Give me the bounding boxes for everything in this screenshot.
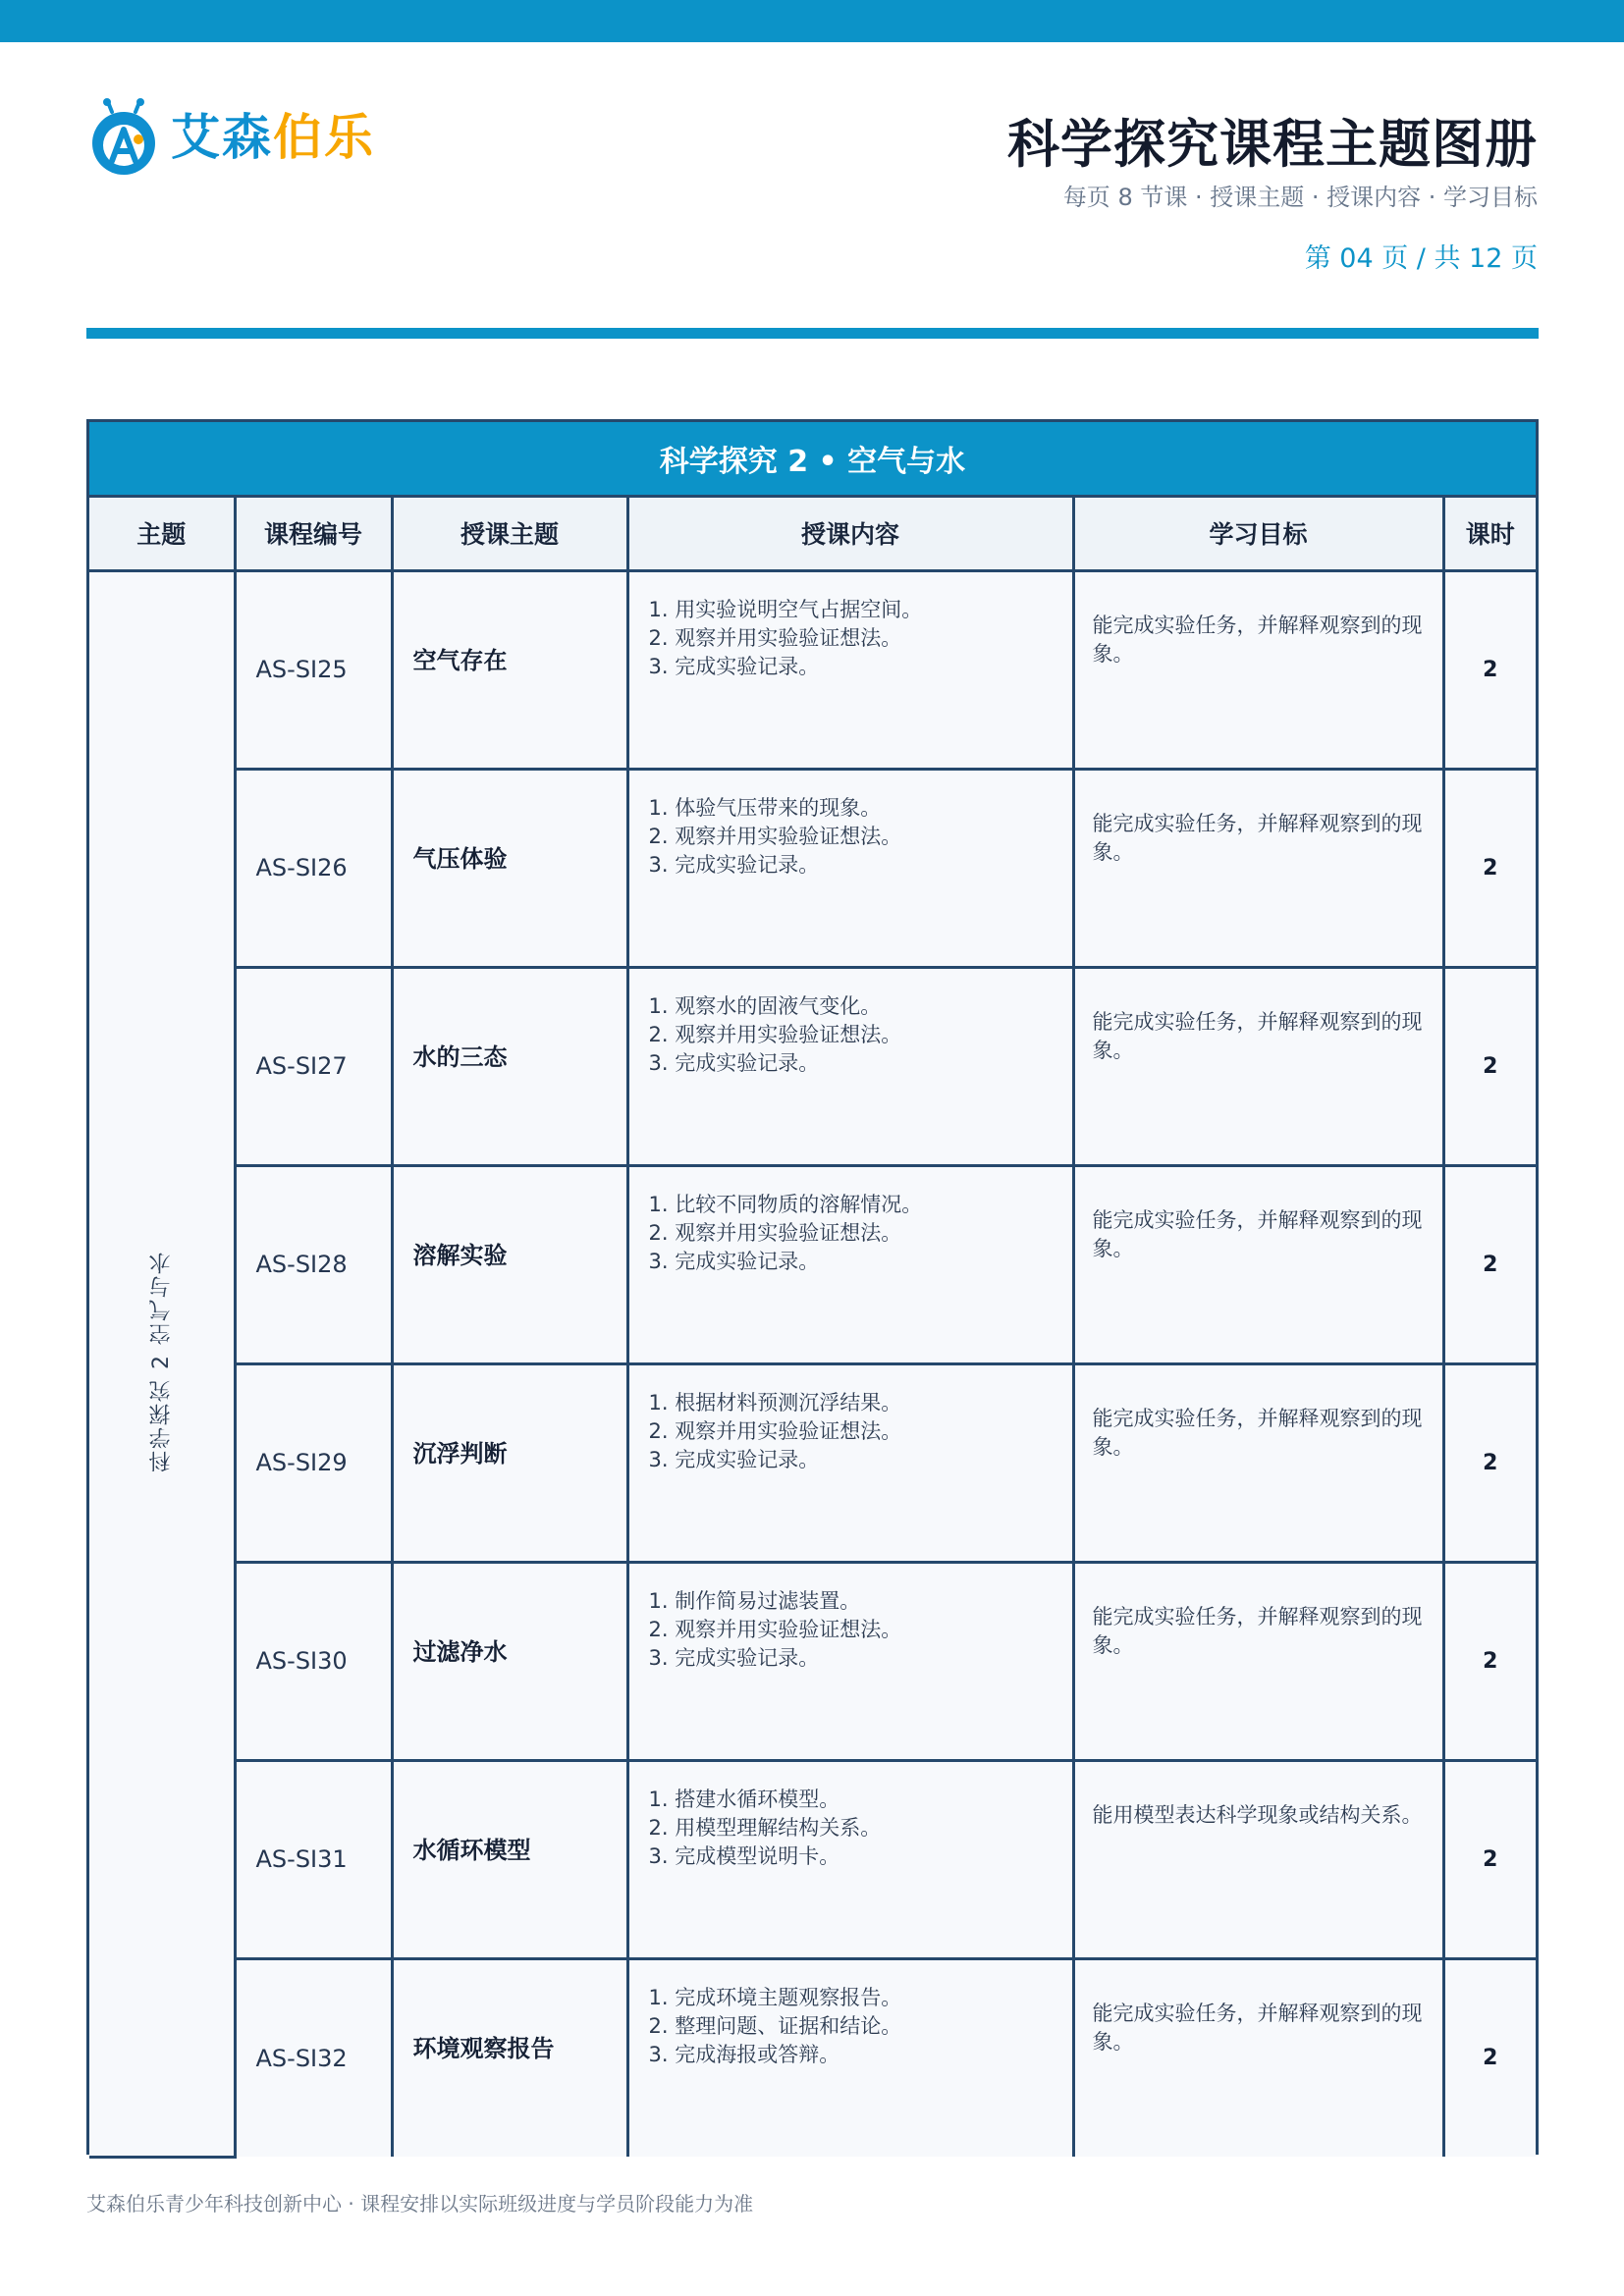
robot-a-logo-icon — [86, 98, 161, 177]
learning-goal: 能完成实验任务，并解释观察到的现象。 — [1073, 1562, 1443, 1760]
learning-goal: 能完成实验任务，并解释观察到的现象。 — [1073, 769, 1443, 967]
course-code: AS-SI29 — [235, 1363, 392, 1562]
table-row — [89, 1760, 1536, 1958]
class-hours: 2 — [1443, 1760, 1536, 1958]
document-subtitle: 每页 8 节课 · 授课主题 · 授课内容 · 学习目标 — [1062, 184, 1538, 211]
theme-cell — [89, 570, 235, 2157]
course-topic: 沉浮判断 — [392, 1363, 627, 1562]
course-table-grid — [89, 498, 1536, 2159]
course-content — [627, 1760, 1073, 1958]
document-title: 科学探究课程主题图册 — [1007, 115, 1538, 175]
brand-logo — [86, 98, 401, 177]
header-divider — [86, 328, 1539, 339]
content-line: 2. 用模型理解结构关系。 — [648, 1815, 882, 1840]
course-content — [627, 1363, 1073, 1562]
course-code: AS-SI28 — [235, 1165, 392, 1363]
content-line: 1. 根据材料预测沉浮结果。 — [648, 1390, 902, 1415]
table-row — [89, 1958, 1536, 2157]
class-hours: 2 — [1443, 1562, 1536, 1760]
learning-goal: 能完成实验任务，并解释观察到的现象。 — [1073, 1363, 1443, 1562]
learning-goal: 能用模型表达科学现象或结构关系。 — [1073, 1760, 1443, 1958]
content-line: 3. 完成实验记录。 — [648, 654, 820, 678]
content-line: 2. 观察并用实验验证想法。 — [648, 1617, 902, 1641]
content-line: 3. 完成海报或答辩。 — [648, 2042, 840, 2066]
learning-goal: 能完成实验任务，并解释观察到的现象。 — [1073, 1165, 1443, 1363]
course-topic: 水循环模型 — [392, 1760, 627, 1958]
course-code: AS-SI26 — [235, 769, 392, 967]
content-line: 1. 比较不同物质的溶解情况。 — [648, 1192, 923, 1216]
course-code: AS-SI27 — [235, 967, 392, 1165]
course-code: AS-SI31 — [235, 1760, 392, 1958]
content-line: 1. 观察水的固液气变化。 — [648, 993, 882, 1018]
content-line: 3. 完成模型说明卡。 — [648, 1843, 840, 1868]
content-line: 1. 搭建水循环模型。 — [648, 1787, 840, 1811]
table-row — [89, 570, 1536, 769]
page-indicator: 第 04 页 / 共 12 页 — [1304, 243, 1538, 274]
content-line: 1. 用实验说明空气占据空间。 — [648, 597, 923, 621]
content-line: 2. 观察并用实验验证想法。 — [648, 1022, 902, 1046]
content-line: 3. 完成实验记录。 — [648, 1447, 820, 1471]
content-line: 1. 完成环境主题观察报告。 — [648, 1985, 902, 2009]
content-line: 1. 体验气压带来的现象。 — [648, 795, 882, 820]
learning-goal: 能完成实验任务，并解释观察到的现象。 — [1073, 1958, 1443, 2157]
course-code: AS-SI25 — [235, 570, 392, 769]
course-topic: 环境观察报告 — [392, 1958, 627, 2157]
table-header-row — [89, 498, 1536, 570]
course-topic: 气压体验 — [392, 769, 627, 967]
content-line: 3. 完成实验记录。 — [648, 1645, 820, 1670]
learning-goal: 能完成实验任务，并解释观察到的现象。 — [1073, 967, 1443, 1165]
content-line: 2. 整理问题、证据和结论。 — [648, 2013, 902, 2038]
column-header-topic: 授课主题 — [392, 498, 627, 570]
column-header-theme: 主题 — [89, 498, 235, 570]
brand-name: 艾森伯乐 — [171, 109, 375, 166]
course-content — [627, 1958, 1073, 2157]
top-accent-bar — [0, 0, 1624, 42]
content-line: 2. 观察并用实验验证想法。 — [648, 1220, 902, 1245]
class-hours: 2 — [1443, 769, 1536, 967]
course-content — [627, 570, 1073, 769]
table-row — [89, 1562, 1536, 1760]
course-content — [627, 967, 1073, 1165]
course-content — [627, 1165, 1073, 1363]
table-row — [89, 1165, 1536, 1363]
class-hours: 2 — [1443, 570, 1536, 769]
class-hours: 2 — [1443, 1958, 1536, 2157]
table-row — [89, 769, 1536, 967]
course-topic: 空气存在 — [392, 570, 627, 769]
class-hours: 2 — [1443, 1363, 1536, 1562]
course-content — [627, 769, 1073, 967]
class-hours: 2 — [1443, 1165, 1536, 1363]
content-line: 2. 观察并用实验验证想法。 — [648, 625, 902, 650]
course-content — [627, 1562, 1073, 1760]
content-line: 1. 制作简易过滤装置。 — [648, 1588, 861, 1613]
course-topic: 水的三态 — [392, 967, 627, 1165]
course-code: AS-SI32 — [235, 1958, 392, 2157]
class-hours: 2 — [1443, 967, 1536, 1165]
column-header-code: 课程编号 — [235, 498, 392, 570]
column-header-goal: 学习目标 — [1073, 498, 1443, 570]
footer-note: 艾森伯乐青少年科技创新中心 · 课程安排以实际班级进度与学员阶段能力为准 — [86, 2192, 754, 2216]
theme-label: 科学探究 2 空气与水 — [148, 1251, 174, 1472]
content-line: 3. 完成实验记录。 — [648, 1050, 820, 1075]
table-row — [89, 967, 1536, 1165]
course-code: AS-SI30 — [235, 1562, 392, 1760]
content-line: 2. 观察并用实验验证想法。 — [648, 824, 902, 848]
content-line: 2. 观察并用实验验证想法。 — [648, 1418, 902, 1443]
course-topic: 溶解实验 — [392, 1165, 627, 1363]
content-line: 3. 完成实验记录。 — [648, 852, 820, 877]
learning-goal: 能完成实验任务，并解释观察到的现象。 — [1073, 570, 1443, 769]
course-table — [86, 419, 1539, 2155]
content-line: 3. 完成实验记录。 — [648, 1249, 820, 1273]
column-header-content: 授课内容 — [627, 498, 1073, 570]
table-row — [89, 1363, 1536, 1562]
column-header-hours: 课时 — [1443, 498, 1536, 570]
table-title: 科学探究 2 • 空气与水 — [89, 422, 1536, 498]
course-topic: 过滤净水 — [392, 1562, 627, 1760]
